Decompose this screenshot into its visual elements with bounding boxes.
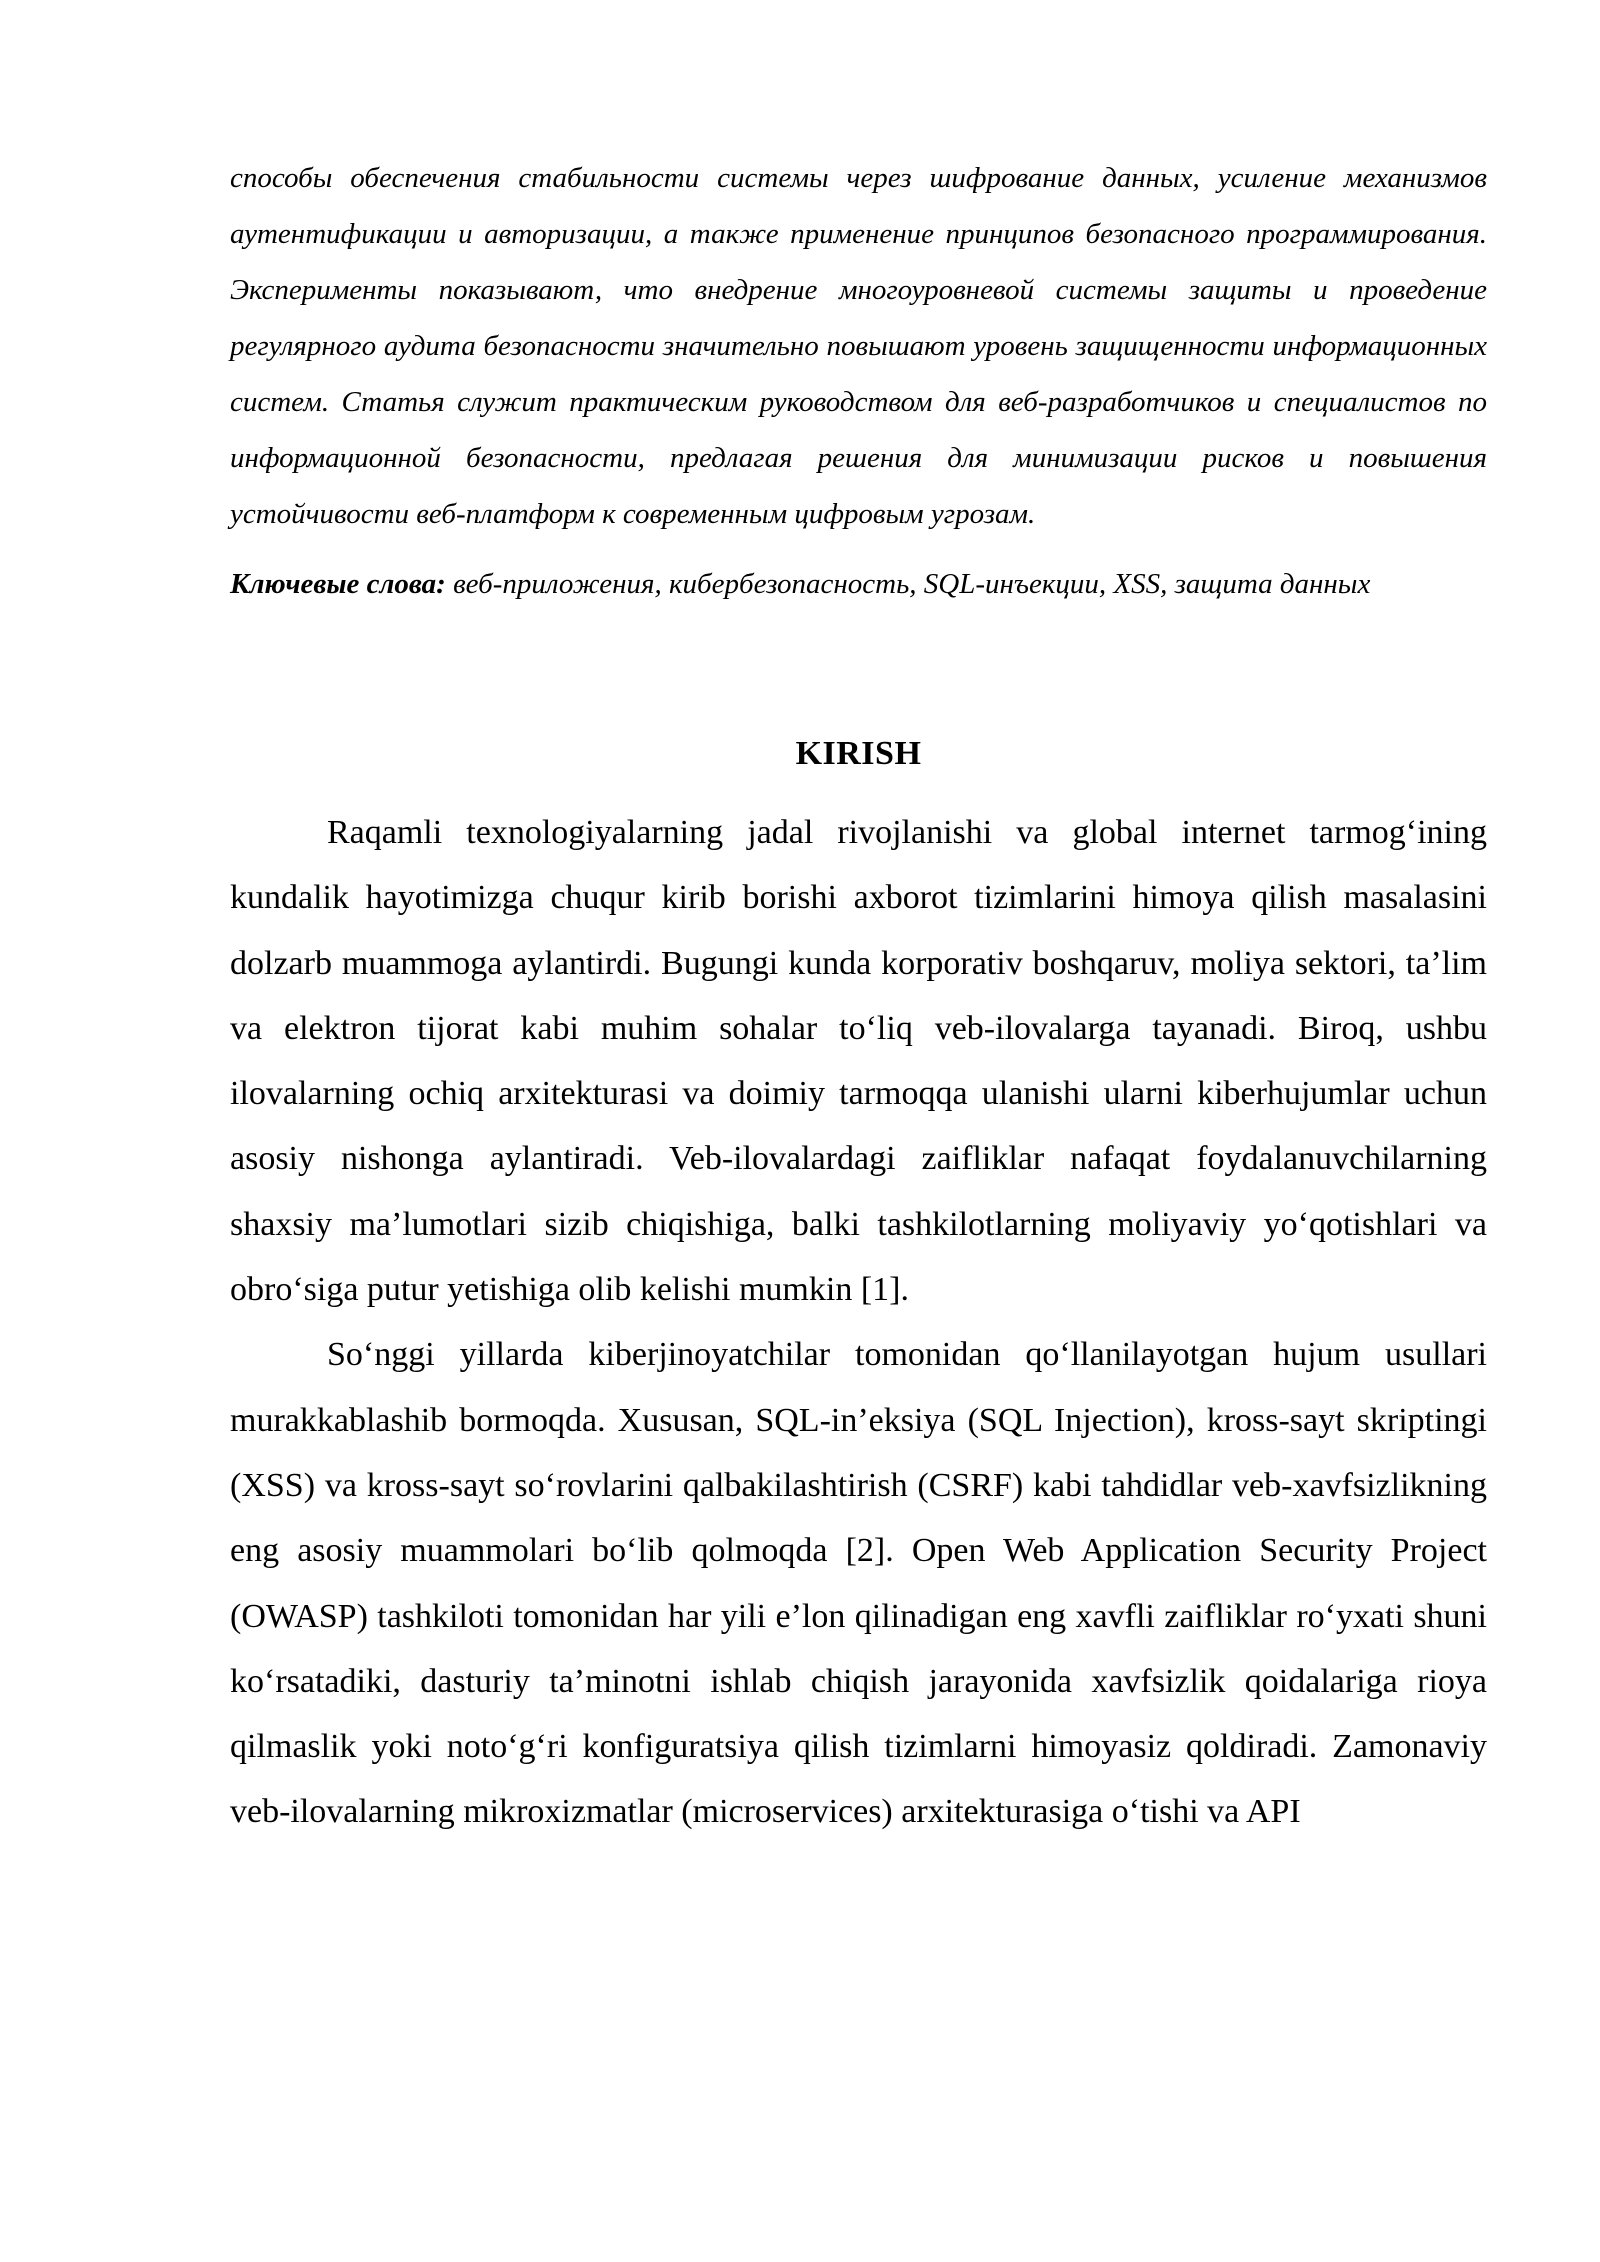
section-title: KIRISH bbox=[795, 735, 922, 772]
body-paragraph: Raqamli texnologiyalarning jadal rivojlanishi va global internet tarmog‘ining kundalik hayotimizga chuqur kirib borishi axborot tizimlarini himoya qilish masalasini dolzarb muammoga aylantirdi. Bugungi kunda korporativ boshqaruv, moliya sektori, ta’lim va elektron tijorat kabi muhim sohalar to‘liq veb-ilovalarga tayanadi. Biroq, ushbu ilovalarning ochiq arxitekturasi va doimiy tarmoqqa ulanishi ularni kiberhujumlar uchun asosiy nishonga aylantiradi. Veb-ilovalardagi zaifliklar nafaqat foydalanuvchilarning shaxsiy ma’lumotlari sizib chiqishiga, balki tashkilotlarning moliyaviy yo‘qotishlari va obro‘siga putur yetishiga olib kelishi mumkin [1]. bbox=[230, 814, 1487, 1309]
keywords-text: веб-приложения, кибербезопасность, SQL-инъекции, XSS, защита данных bbox=[445, 568, 1371, 600]
keywords-line bbox=[230, 556, 1487, 612]
keywords-label: Ключевые слова: bbox=[230, 568, 446, 600]
page-content bbox=[230, 150, 1487, 1845]
body-paragraph: So‘nggi yillarda kiberjinoyatchilar tomonidan qo‘llanilayotgan hujum usullari murakkablashib bormoqda. Xususan, SQL-in’eksiya (SQL Injection), kross-sayt skriptingi (XSS) va kross-sayt so‘rovlarini qalbakilashtirish (CSRF) kabi tahdidlar veb-xavfsizlikning eng asosiy muammolari bo‘lib qolmoqda [2]. Open Web Application Security Project (OWASP) tashkiloti tomonidan har yili e’lon qilinadigan eng xavfli zaifliklar ro‘yxati shuni ko‘rsatadiki, dasturiy ta’minotni ishlab chiqish jarayonida xavfsizlik qoidalariga rioya qilmaslik yoki noto‘g‘ri konfiguratsiya qilish tizimlarni himoyasiz qoldiradi. Zamonaviy veb-ilovalarning mikroxizmatlar (microservices) arxitekturasiga o‘tishi va API bbox=[230, 1336, 1487, 1831]
abstract-text: способы обеспечения стабильности системы через шифрование данных, усиление механизмов аутентификации и авторизации, а также применение принципов безопасного программирования. Эксперименты показывают, что внедрение многоуровневой системы защиты и проведение регулярного аудита безопасности значительно повышают уровень защищенности информационных систем. Статья служит практическим руководством для веб-разработчиков и специалистов по информационной безопасности, предлагая решения для минимизации рисков и повышения устойчивости веб-платформ к современным цифровым угрозам. bbox=[230, 162, 1487, 530]
